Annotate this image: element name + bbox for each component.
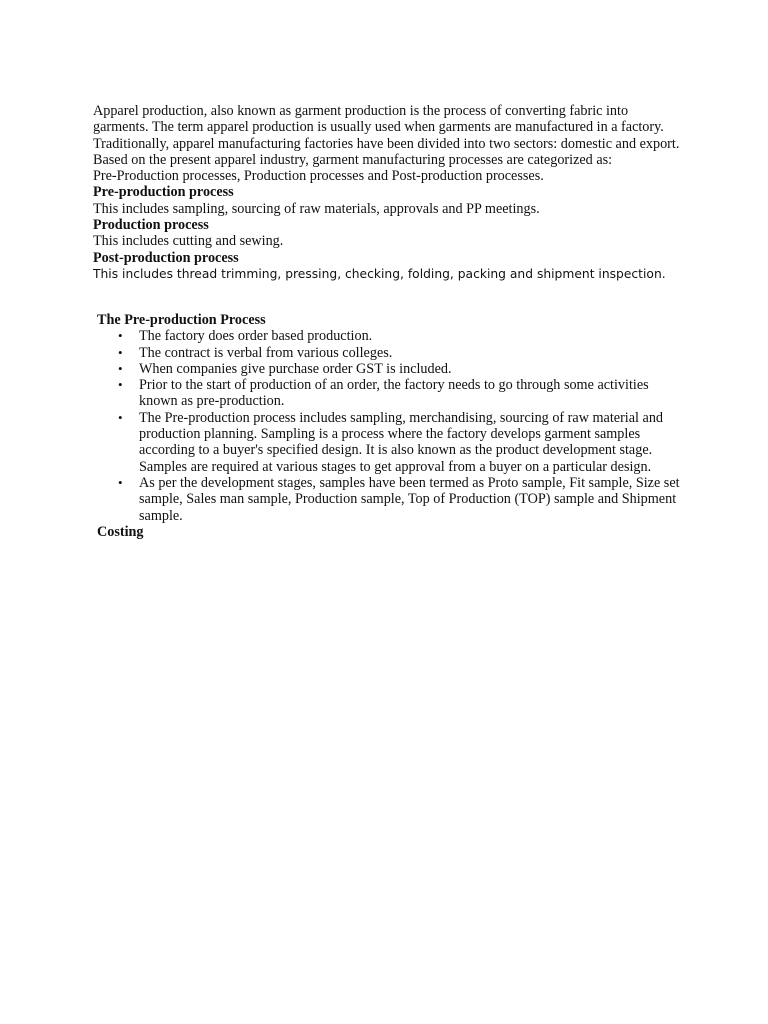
costing-heading: Costing xyxy=(97,523,144,540)
section-heading: Production process xyxy=(93,217,209,234)
intro-paragraph: Apparel production, also known as garment production is the process of converting fabric into garments. The term apparel production is usually used when garments are manufactured in a factory. Traditionally, apparel manufacturing factories have been divided into two sectors: domestic and export. Based on the present apparel industry, garment manufacturing processes are categorized as: xyxy=(93,103,680,168)
intro-categories-line: Pre-Production processes, Production processes and Post-production processes. xyxy=(93,168,544,185)
list-item-text: The Pre-production process includes sampling, merchandising, sourcing of raw material and production planning. Sampling is a process where the factory develops garment samples according to a buyer's specified design. It is also known as the product development stage. Samples are required at various stages to get approval from a buyer on a particular design. xyxy=(139,409,664,475)
bullet-icon: • xyxy=(118,328,123,344)
list-item-text: As per the development stages, samples have been termed as Proto sample, Fit sample, Size set sample, Sales man sample, Production sample, Top of Production (TOP) sample and Shipment sample. xyxy=(139,474,680,524)
list-item xyxy=(93,410,683,475)
list-item xyxy=(93,328,683,344)
pre-production-heading: The Pre-production Process xyxy=(97,311,266,328)
section-pre-production xyxy=(93,184,683,217)
pre-production-process-section xyxy=(93,312,683,540)
bullet-icon: • xyxy=(118,409,123,425)
section-production xyxy=(93,217,683,250)
pre-production-bullet-list xyxy=(93,328,683,524)
section-text: This includes cutting and sewing. xyxy=(93,233,284,250)
section-text: This includes sampling, sourcing of raw materials, approvals and PP meetings. xyxy=(93,200,540,217)
bullet-icon: • xyxy=(118,360,123,376)
section-heading: Pre-production process xyxy=(93,184,234,201)
bullet-icon: • xyxy=(118,344,123,360)
list-item xyxy=(93,361,683,377)
list-item-text: When companies give purchase order GST is included. xyxy=(139,360,452,377)
list-item-text: The contract is verbal from various colleges. xyxy=(139,344,393,361)
list-item xyxy=(93,345,683,361)
list-item xyxy=(93,377,683,410)
intro-block xyxy=(93,103,683,184)
document-page xyxy=(93,103,683,540)
bullet-icon: • xyxy=(118,474,123,490)
section-heading: Post-production process xyxy=(93,249,239,266)
bullet-icon: • xyxy=(118,377,123,393)
list-item-text: Prior to the start of production of an order, the factory needs to go through some activities known as pre-production. xyxy=(139,377,649,410)
list-item-text: The factory does order based production. xyxy=(139,328,373,345)
list-item xyxy=(93,475,683,524)
section-text: This includes thread trimming, pressing, checking, folding, packing and shipment inspection. xyxy=(93,266,666,281)
section-post-production xyxy=(93,250,683,283)
